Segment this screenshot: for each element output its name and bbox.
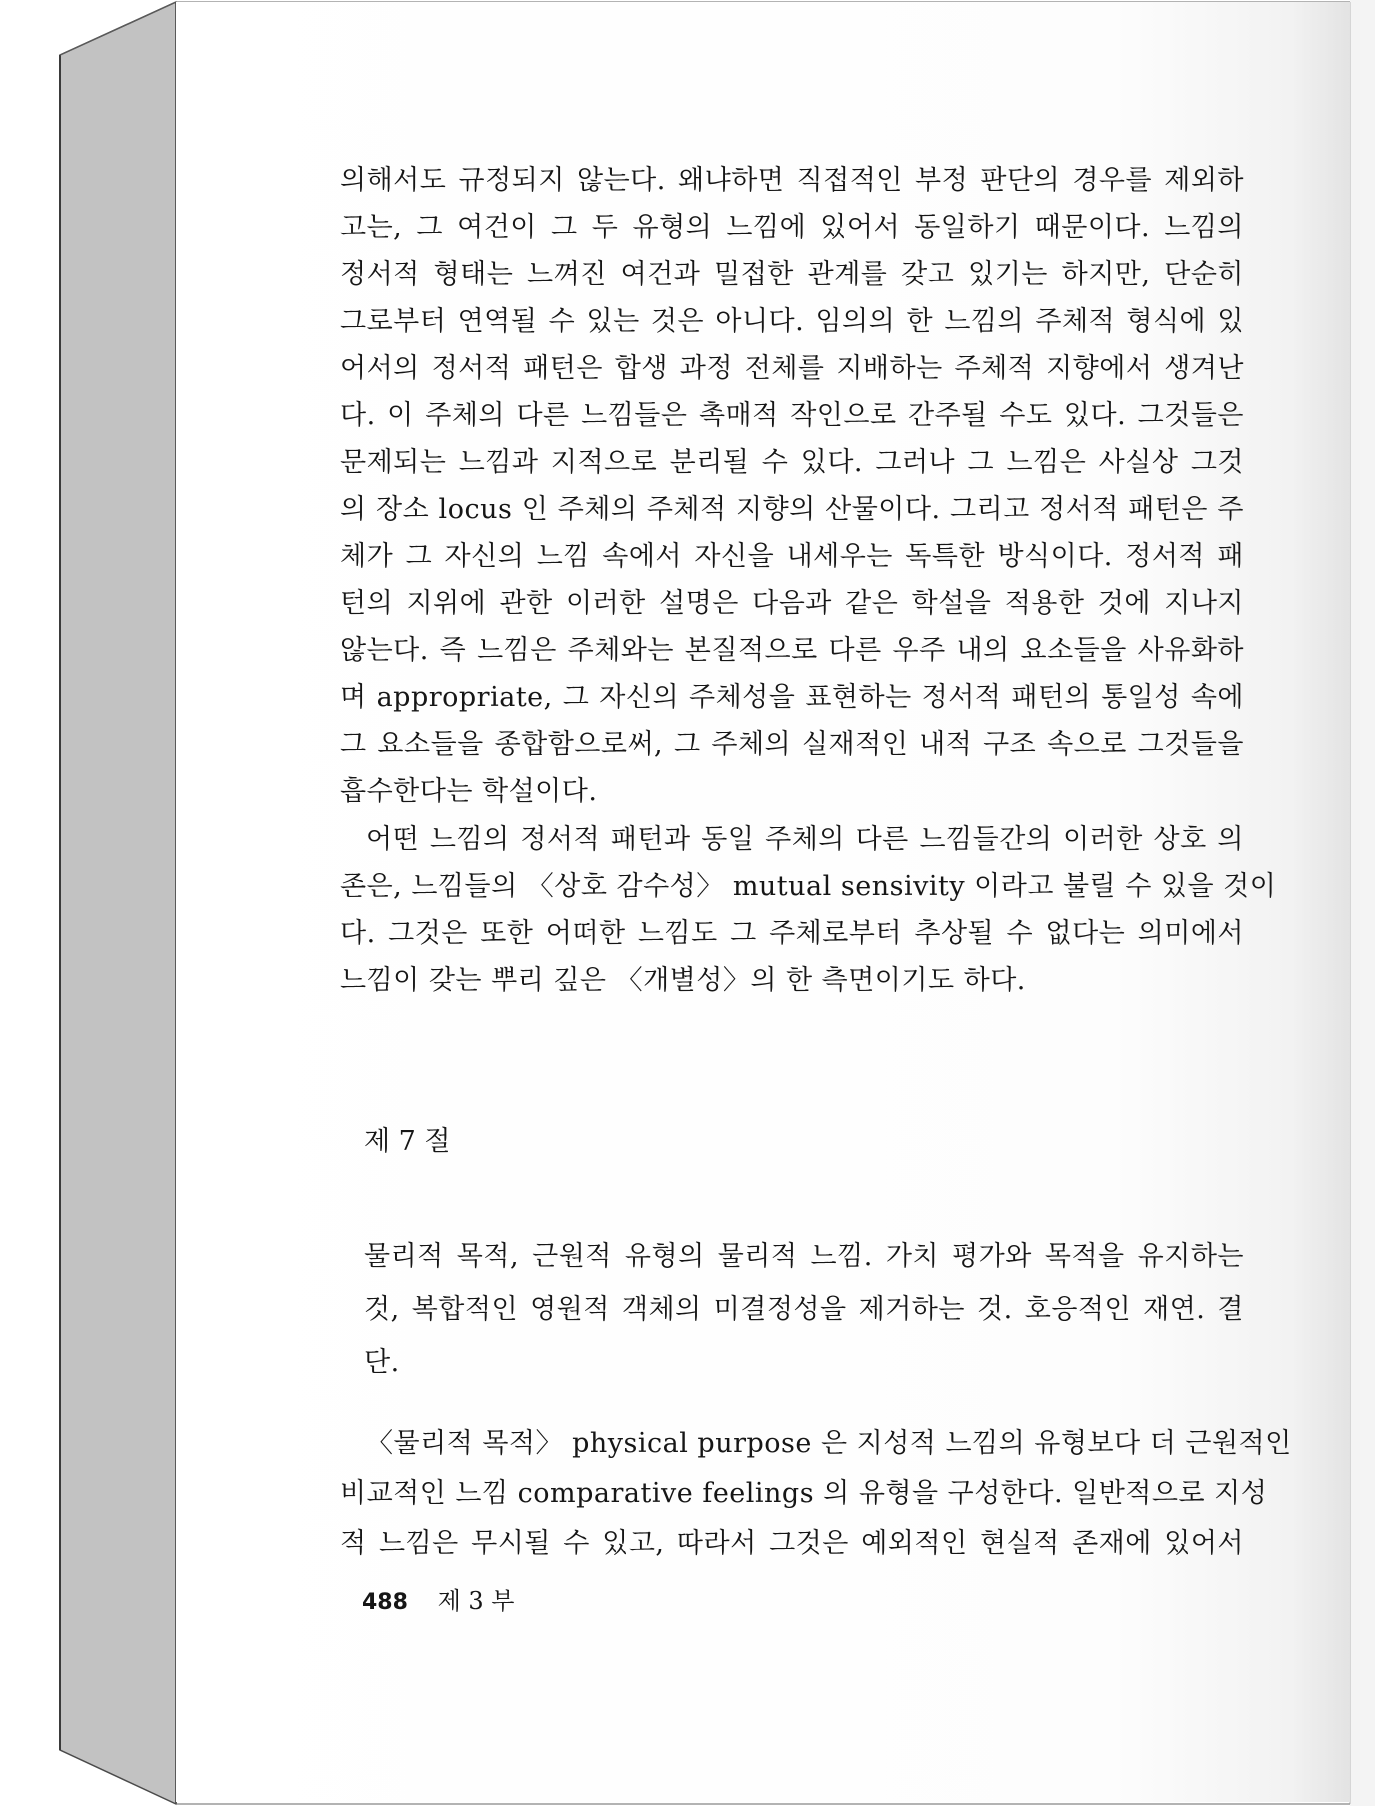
- text-line: 그로부터 연역될 수 있는 것은 아니다. 임의의 한 느낌의 주체적 형식에 있: [340, 306, 1244, 337]
- text-line: 어서의 정서적 패턴은 합생 과정 전체를 지배하는 주체적 지향에서 생겨난: [340, 353, 1244, 384]
- text-line: 며 appropriate, 그 자신의 주체성을 표현하는 정서적 패턴의 통일성 속에: [340, 682, 1244, 713]
- text-line: 문제되는 느낌과 지적으로 분리될 수 있다. 그러나 그 느낌은 사실상 그것: [340, 447, 1244, 478]
- section-heading: 제 7 절: [364, 1126, 451, 1157]
- text-line: 비교적인 느낌 comparative feelings 의 유형을 구성한다. 일반적으로 지성: [340, 1478, 1268, 1509]
- text-line: 다. 이 주체의 다른 느낌들은 촉매적 작인으로 간주될 수도 있다. 그것들은: [340, 400, 1244, 431]
- paragraph-3: [340, 1419, 1292, 1569]
- text-line: 의해서도 규정되지 않는다. 왜냐하면 직접적인 부정 판단의 경우를 제외하: [340, 165, 1244, 196]
- part-label: 제 3 부: [437, 1587, 515, 1615]
- text-line: 〈물리적 목적〉 physical purpose 은 지성적 느낌의 유형보다 더 근원적인: [366, 1428, 1292, 1459]
- text-line: 턴의 지위에 관한 이러한 설명은 다음과 같은 학설을 적용한 것에 지나지: [340, 588, 1244, 619]
- text-line: 존은, 느낌들의 〈상호 감수성〉 mutual sensivity 이라고 불릴 수 있을 것이: [340, 871, 1277, 902]
- paragraph-2: [340, 816, 1277, 1004]
- text-line: 않는다. 즉 느낌은 주체와는 본질적으로 다른 우주 내의 요소들을 사유화하: [340, 635, 1244, 666]
- section-summary: [364, 1230, 1244, 1389]
- text-line: 다. 그것은 또한 어떠한 느낌도 그 주체로부터 추상될 수 없다는 의미에서: [340, 918, 1244, 949]
- text-line: 어떤 느낌의 정서적 패턴과 동일 주체의 다른 느낌들간의 이러한 상호 의: [366, 824, 1244, 855]
- text-line: 정서적 형태는 느껴진 여건과 밀접한 관계를 갖고 있기는 하지만, 단순히: [340, 259, 1244, 290]
- text-line: 것, 복합적인 영원적 객체의 미결정성을 제거하는 것. 호응적인 재연. 결: [364, 1294, 1244, 1325]
- text-line: 단.: [364, 1347, 400, 1378]
- text-line: 적 느낌은 무시될 수 있고, 따라서 그것은 예외적인 현실적 존재에 있어서: [340, 1528, 1244, 1559]
- page-number: 488: [362, 1590, 408, 1615]
- text-line: 체가 그 자신의 느낌 속에서 자신을 내세우는 독특한 방식이다. 정서적 패: [340, 541, 1244, 572]
- text-line: 그 요소들을 종합함으로써, 그 주체의 실재적인 내적 구조 속으로 그것들을: [340, 729, 1244, 760]
- text-line: 고는, 그 여건이 그 두 유형의 느낌에 있어서 동일하기 때문이다. 느낌의: [340, 212, 1244, 243]
- paragraph-1: [340, 157, 1244, 815]
- text-line: 물리적 목적, 근원적 유형의 물리적 느낌. 가치 평가와 목적을 유지하는: [364, 1241, 1244, 1272]
- page-footer: [362, 1584, 514, 1620]
- text-line: 느낌이 갖는 뿌리 깊은 〈개별성〉의 한 측면이기도 하다.: [340, 965, 1026, 996]
- text-line: 의 장소 locus 인 주체의 주체적 지향의 산물이다. 그리고 정서적 패턴은 주: [340, 494, 1244, 525]
- text-line: 흡수한다는 학설이다.: [340, 776, 598, 807]
